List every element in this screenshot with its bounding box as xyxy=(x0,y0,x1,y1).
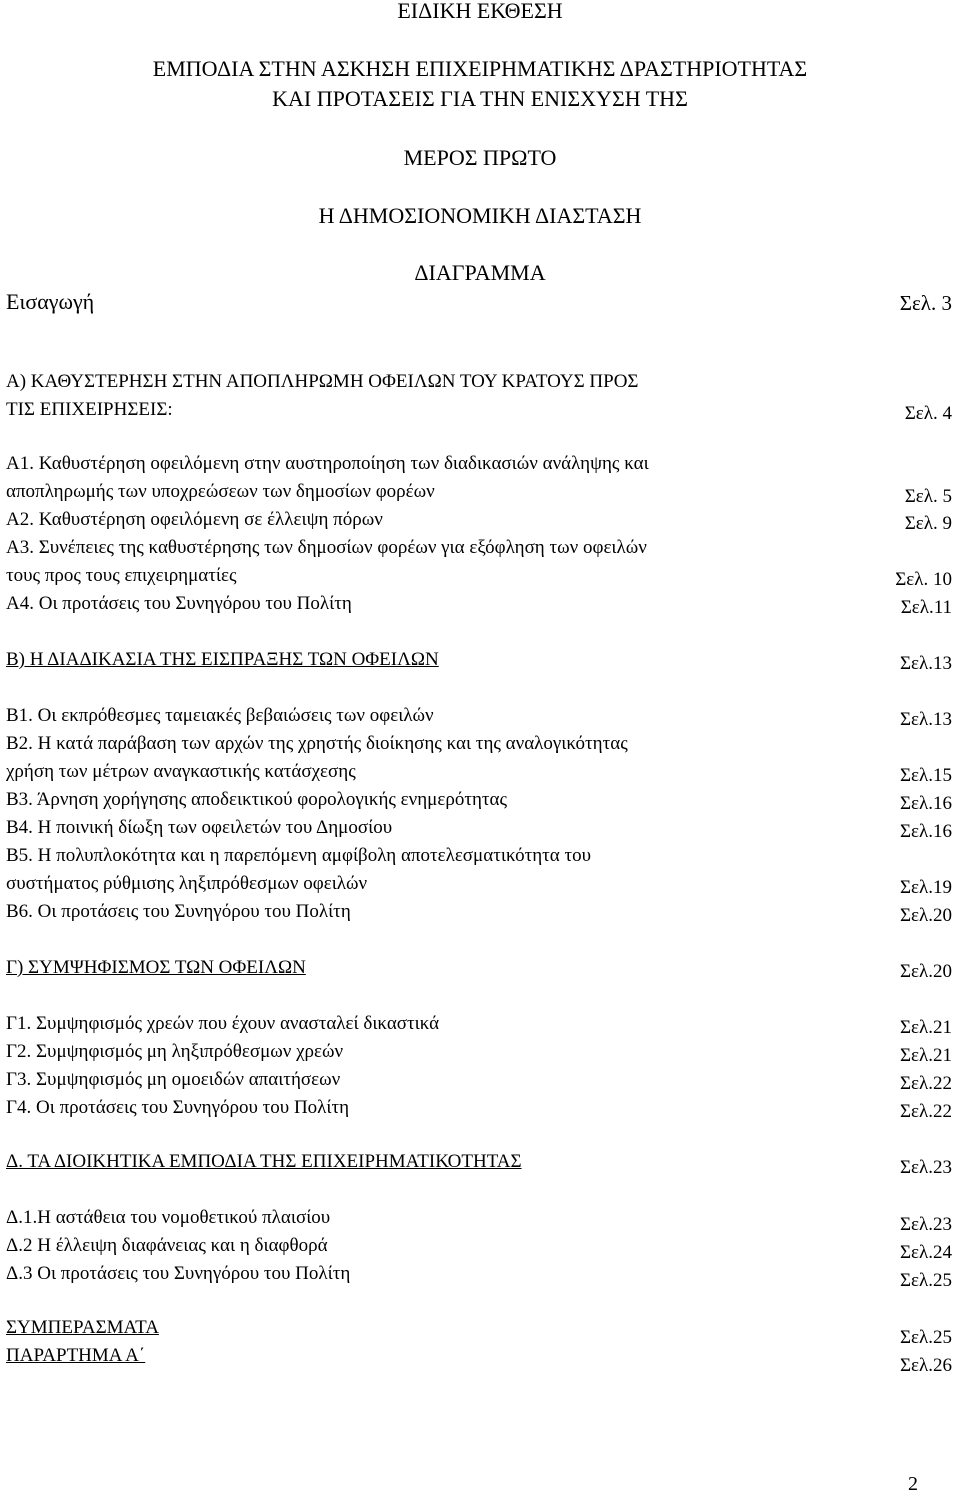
section-a-heading-line-2: ΤΙΣ ΕΠΙΧΕΙΡΗΣΕΙΣ: xyxy=(6,399,173,420)
toc-entry-a3-line-2: τους προς τους επιχειρηματίες xyxy=(6,565,237,586)
section-d-page: Σελ.23 xyxy=(900,1157,952,1178)
toc-entry-d3-page: Σελ.25 xyxy=(900,1270,952,1291)
document-title: ΕΙΔΙΚΗ ΕΚΘΕΣΗ xyxy=(397,0,563,23)
section-b-page: Σελ.13 xyxy=(900,653,952,674)
toc-entry-g1-page: Σελ.21 xyxy=(900,1017,952,1038)
toc-entry-g4: Γ4. Οι προτάσεις του Συνηγόρου του Πολίτη xyxy=(6,1097,350,1118)
subtitle-line-1: ΕΜΠΟΔΙΑ ΣΤΗΝ ΑΣΚΗΣΗ ΕΠΙΧΕΙΡΗΜΑΤΙΚΗΣ ΔΡΑΣΤΗΡΙΟΤΗΤΑΣ xyxy=(152,56,808,81)
section-a-heading-line-1: Α) ΚΑΘΥΣΤΕΡΗΣΗ ΣΤΗΝ ΑΠΟΠΛΗΡΩΜΗ ΟΦΕΙΛΩΝ ΤΟΥ ΚΡΑΤΟΥΣ ΠΡΟΣ xyxy=(6,371,639,392)
toc-entry-b5-page: Σελ.19 xyxy=(900,877,952,898)
section-b-heading: Β) Η ΔΙΑΔΙΚΑΣΙΑ ΤΗΣ ΕΙΣΠΡΑΞΗΣ ΤΩΝ ΟΦΕΙΛΩΝ xyxy=(6,649,439,670)
intro-page: Σελ. 3 xyxy=(899,291,952,315)
toc-entry-g4-page: Σελ.22 xyxy=(900,1101,952,1122)
toc-entry-b3: Β3. Άρνηση χορήγησης αποδεικτικού φορολογικής ενημερότητας xyxy=(6,789,508,810)
toc-entry-a1-page: Σελ. 5 xyxy=(904,486,952,507)
section-d-heading: Δ. ΤΑ ΔΙΟΙΚΗΤΙΚΑ ΕΜΠΟΔΙΑ ΤΗΣ ΕΠΙΧΕΙΡΗΜΑΤΙΚΟΤΗΤΑΣ xyxy=(6,1151,522,1172)
toc-entry-d2: Δ.2 Η έλλειψη διαφάνειας και η διαφθορά xyxy=(6,1235,328,1256)
toc-entry-a2-page: Σελ. 9 xyxy=(904,513,952,534)
toc-entry-a3-page: Σελ. 10 xyxy=(895,569,952,590)
toc-entry-a1-line-1: Α1. Καθυστέρηση οφειλόμενη στην αυστηροποίηση των διαδικασιών ανάληψης και xyxy=(6,453,649,474)
conclusions-page: Σελ.25 xyxy=(900,1327,952,1348)
toc-entry-a3-line-1: Α3. Συνέπειες της καθυστέρησης των δημοσίων φορέων για εξόφληση των οφειλών xyxy=(6,537,647,558)
toc-entry-b2-page: Σελ.15 xyxy=(900,765,952,786)
toc-entry-b2-line-2: χρήση των μέτρων αναγκαστικής κατάσχεσης xyxy=(6,761,356,782)
toc-entry-b2-line-1: Β2. Η κατά παράβαση των αρχών της χρηστής διοίκησης και της αναλογικότητας xyxy=(6,733,628,754)
toc-entry-d1-page: Σελ.23 xyxy=(900,1214,952,1235)
section-g-heading: Γ) ΣΥΜΨΗΦΙΣΜΟΣ ΤΩΝ ΟΦΕΙΛΩΝ xyxy=(6,957,306,978)
toc-entry-b5-line-1: Β5. Η πολυπλοκότητα και η παρεπόμενη αμφίβολη αποτελεσματικότητα του xyxy=(6,845,592,866)
toc-entry-g3-page: Σελ.22 xyxy=(900,1073,952,1094)
toc-entry-g3: Γ3. Συμψηφισμός μη ομοειδών απαιτήσεων xyxy=(6,1069,341,1090)
toc-entry-b5-line-2: συστήματος ρύθμισης ληξιπρόθεσμων οφειλών xyxy=(6,873,368,894)
toc-entry-g2: Γ2. Συμψηφισμός μη ληξιπρόθεσμων χρεών xyxy=(6,1041,344,1062)
toc-entry-b6-page: Σελ.20 xyxy=(900,905,952,926)
toc-entry-b4-page: Σελ.16 xyxy=(900,821,952,842)
appendix-page: Σελ.26 xyxy=(900,1355,952,1376)
toc-entry-b1: Β1. Οι εκπρόθεσμες ταμειακές βεβαιώσεις των οφειλών xyxy=(6,705,434,726)
toc-entry-d3: Δ.3 Οι προτάσεις του Συνηγόρου του Πολίτη xyxy=(6,1263,351,1284)
subtitle-line-2: ΚΑΙ ΠΡΟΤΑΣΕΙΣ ΓΙΑ ΤΗΝ ΕΝΙΣΧΥΣΗ ΤΗΣ xyxy=(272,86,688,111)
intro-label: Εισαγωγή xyxy=(6,289,95,314)
toc-entry-b4: Β4. Η ποινική δίωξη των οφειλετών του Δημοσίου xyxy=(6,817,393,838)
toc-entry-a4: Α4. Οι προτάσεις του Συνηγόρου του Πολίτη xyxy=(6,593,352,614)
toc-entry-b6: Β6. Οι προτάσεις του Συνηγόρου του Πολίτη xyxy=(6,901,351,922)
conclusions-heading: ΣΥΜΠΕΡΑΣΜΑΤΑ xyxy=(6,1317,159,1338)
toc-entry-a4-page: Σελ.11 xyxy=(900,597,952,618)
section-a-page: Σελ. 4 xyxy=(904,403,952,424)
toc-entry-b3-page: Σελ.16 xyxy=(900,793,952,814)
toc-entry-b1-page: Σελ.13 xyxy=(900,709,952,730)
toc-entry-a1-line-2: αποπληρωμής των υποχρεώσεων των δημοσίων φορέων xyxy=(6,481,435,502)
section-g-page: Σελ.20 xyxy=(900,961,952,982)
dimension-heading: Η ΔΗΜΟΣΙΟΝΟΜΙΚΗ ΔΙΑΣΤΑΣΗ xyxy=(318,203,642,228)
toc-entry-d1: Δ.1.Η αστάθεια του νομοθετικού πλαισίου xyxy=(6,1207,331,1228)
page-number: 2 xyxy=(908,1473,918,1495)
outline-heading: ΔΙΑΓΡΑΜΜΑ xyxy=(414,260,546,285)
toc-entry-a2: Α2. Καθυστέρηση οφειλόμενη σε έλλειψη πόρων xyxy=(6,509,383,530)
toc-entry-d2-page: Σελ.24 xyxy=(900,1242,952,1263)
part-heading: ΜΕΡΟΣ ΠΡΩΤΟ xyxy=(403,145,557,170)
toc-entry-g1: Γ1. Συμψηφισμός χρεών που έχουν ανασταλεί δικαστικά xyxy=(6,1013,440,1034)
toc-entry-g2-page: Σελ.21 xyxy=(900,1045,952,1066)
appendix-heading: ΠΑΡΑΡΤΗΜΑ Α΄ xyxy=(6,1345,146,1366)
